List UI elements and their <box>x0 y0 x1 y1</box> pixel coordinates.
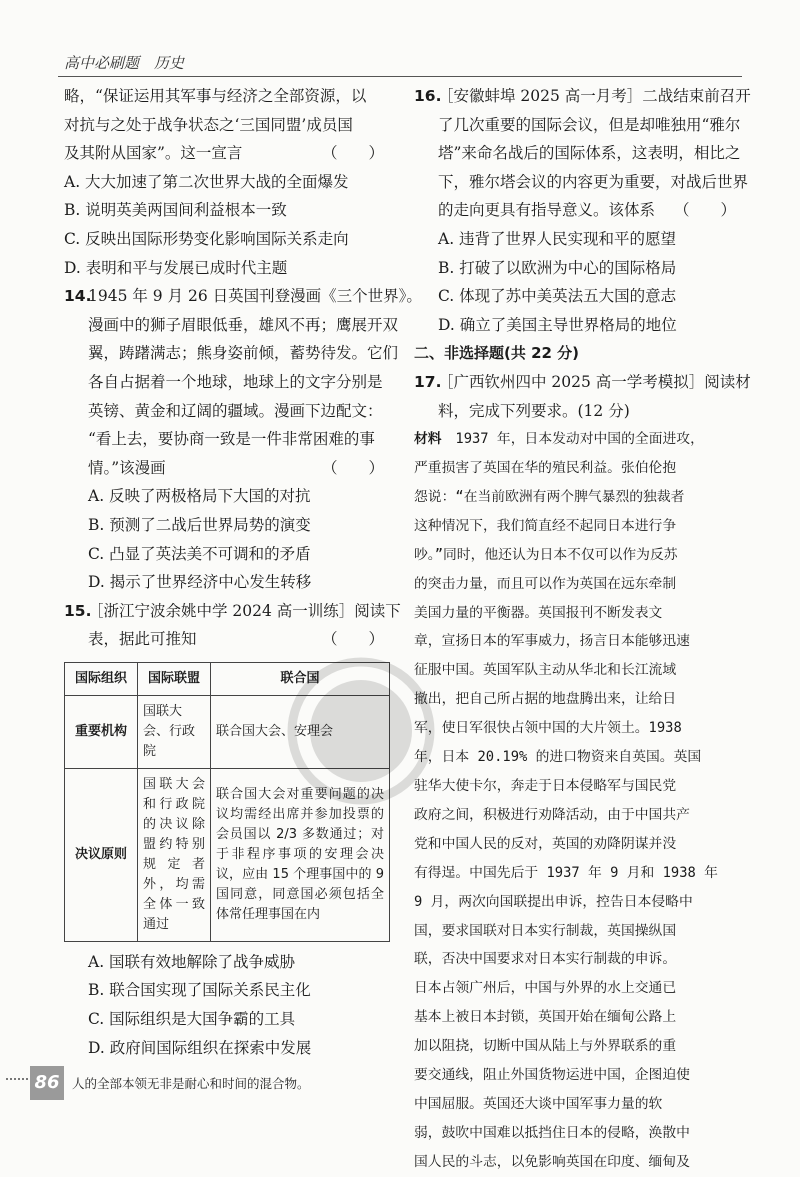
q15-line <box>88 625 392 654</box>
material-line: 这种情况下，我们简直经不起同日本进行争 <box>414 517 677 534</box>
q16-line: 了几次重要的国际会议，但是却唯独用“雅尔 <box>438 115 741 134</box>
header-rule <box>58 76 742 77</box>
q13-line: 略，“保证运用其军事与经济之全部资源，以 <box>64 87 367 105</box>
q14-option-a: A. 反映了两极格局下大国的对抗 <box>88 487 311 506</box>
answer-parentheses: （ ） <box>321 630 384 649</box>
q14-line: 翼，踌躇满志；熊身姿前倾，蓄势待发。它们 <box>88 344 399 363</box>
q14-text: 1945 年 9 月 26 日英国刊登漫画《三个世界》。 <box>88 287 422 306</box>
q17-line <box>414 368 751 397</box>
q16-line: 塔”来命名战后的国际体系，这表明，相比之 <box>438 144 741 163</box>
material-line: 美国力量的平衡器。英国报刊不断发表文 <box>414 604 663 621</box>
material-line: 加以阻挠，切断中国从陆上与外界联系的重 <box>414 1038 677 1055</box>
q15-number: 15. <box>64 601 92 620</box>
q17-number: 17. <box>414 372 442 391</box>
material-line: 弱，鼓吹中国难以抵挡住日本的侵略，涣散中 <box>414 1124 690 1141</box>
material-line: 国人民的斗志，以免影响英国在印度、缅甸及 <box>414 1153 690 1170</box>
table-cell: 国联大会和行政院的决议除盟约特别规定者外，均需全体一致通过 <box>138 768 211 941</box>
material-label: 材料 <box>414 431 442 448</box>
table-cell: 重要机构 <box>65 695 138 768</box>
material-line: 基本上被日本封锁，英国开始在缅甸公路上 <box>414 1009 677 1026</box>
q15-option-b: B. 联合国实现了国际关系民主化 <box>88 981 311 1000</box>
material-line: 年，日本 20.19% 的进口物资来自英国。英国 <box>414 749 702 766</box>
q13-option-a: A. 大大加速了第二次世界大战的全面爆发 <box>64 172 349 191</box>
q13-line: 对抗与之处于战争状态之‘三国同盟’成员国 <box>64 115 353 134</box>
material-line: 吵。”同时，他还认为日本不仅可以作为反苏 <box>414 546 678 563</box>
q15-text: ［浙江宁波余姚中学 2024 高一训练］阅读下 <box>88 601 401 620</box>
q13-line <box>64 139 392 168</box>
material-line: 9 月，两次向国联提出申诉，控告日本侵略中 <box>414 893 693 910</box>
q16-line <box>414 82 751 111</box>
q15-option-c: C. 国际组织是大国争霸的工具 <box>88 1010 296 1029</box>
table-cell: 决议原则 <box>65 768 138 941</box>
answer-parentheses: （ ） <box>321 458 384 477</box>
section-heading: 二、非选择题(共 22 分) <box>414 344 580 363</box>
q14-option-d: D. 揭示了世界经济中心发生转移 <box>88 573 312 592</box>
q15-option-a: A. 国联有效地解除了战争威胁 <box>88 952 296 971</box>
material-line: 政府之间，积极进行劝降活动，由于中国共产 <box>414 806 690 823</box>
material-line: 撤出，把自己所占据的地盘腾出来，让给日 <box>414 691 677 708</box>
material-line: 征服中国。英国军队主动从华北和长江流域 <box>414 662 677 679</box>
footer-motto: 人的全部本领无非是耐心和时间的混合物。 <box>72 1076 310 1091</box>
table-cell: 联合国大会、安理会 <box>211 695 390 768</box>
answer-parentheses: （ ） <box>321 144 384 163</box>
q14-line: 漫画中的狮子眉眼低垂，雄风不再；鹰展开双 <box>88 315 399 334</box>
material-line: 章，宣扬日本的军事威力，扬言日本能够迅速 <box>414 633 690 650</box>
material-line: 联，否决中国要求对日本实行制裁的申诉。 <box>414 951 677 968</box>
material-line: 驻华大使卡尔，奔走于日本侵略军与国民党 <box>414 778 677 794</box>
material-line: 的突击力量，而且可以作为英国在远东牵制 <box>414 575 677 592</box>
q16-option-d: D. 确立了美国主导世界格局的地位 <box>438 315 677 334</box>
q16-number: 16. <box>414 87 442 105</box>
q17-line: 料，完成下列要求。(12 分) <box>438 401 630 420</box>
table-header: 联合国 <box>211 662 390 695</box>
material-line: 军，使日军很快占领中国的大片领土。1938 <box>414 720 682 737</box>
table-cell: 联合国大会对重要问题的决议均需经出席并参加投票的会员国以 2/3 多数通过；对于非程序事项的安理会决议，应由 15 个理事国中的 9 国同意，同意国必须包括全体常任理事国在内 <box>211 768 390 941</box>
q14-line <box>88 454 392 483</box>
q15-option-d: D. 政府间国际组织在探索中发展 <box>88 1038 312 1057</box>
page-number: 86 <box>30 1066 64 1100</box>
table-header: 国际联盟 <box>138 662 211 695</box>
q14-line: “看上去，要协商一致是一件非常困难的事 <box>88 430 375 449</box>
material-line: 中国屈服。英国还大谈中国军事力量的软 <box>414 1095 663 1112</box>
material-line: 有得逞。中国先后于 1937 年 9 月和 1938 年 <box>414 864 718 881</box>
table-cell: 国联大会、行政院 <box>138 695 211 768</box>
material-line <box>414 425 744 454</box>
q13-text: 及其附从国家”。这一宣言 <box>64 144 243 163</box>
material-block <box>414 425 744 1177</box>
q16-text: ［安徽蚌埠 2025 高一月考］二战结束前召开 <box>438 87 751 105</box>
q14-line <box>64 282 422 311</box>
material-line: 怨说：“在当前欧洲有两个脾气暴烈的独裁者 <box>414 488 685 505</box>
q13-option-b: B. 说明英美两国间利益根本一致 <box>64 201 287 220</box>
answer-parentheses: （ ） <box>673 201 736 220</box>
q15-text: 表，据此可推知 <box>88 630 197 649</box>
material-line: 日本占领广州后，中国与外界的水上交通已 <box>414 980 677 997</box>
material-line: 国，要求国联对日本实行制裁，英国操纵国 <box>414 922 677 939</box>
running-header: 高中必刷题 历史 <box>64 54 185 72</box>
q16-line <box>438 196 744 225</box>
q14-number: 14. <box>64 287 92 306</box>
table-header: 国际组织 <box>65 662 138 695</box>
q16-text: 的走向更具有指导意义。该体系 <box>438 201 656 220</box>
material-line: 严重损害了英国在华的殖民利益。张伯伦抱 <box>414 460 677 477</box>
right-column <box>414 82 751 1177</box>
q16-option-b: B. 打破了以欧洲为中心的国际格局 <box>438 258 677 277</box>
q17-text: ［广西钦州四中 2025 高一学考模拟］阅读材 <box>438 372 751 391</box>
material-line: 要交通线，阻止外国货物运进中国，企图迫使 <box>414 1067 690 1084</box>
q14-line: 各自占据着一个地球，地球上的文字分别是 <box>88 372 383 391</box>
q15-line <box>64 597 401 626</box>
q14-option-c: C. 凸显了英法美不可调和的矛盾 <box>88 544 311 563</box>
q16-option-a: A. 违背了世界人民实现和平的愿望 <box>438 229 677 248</box>
q16-option-c: C. 体现了苏中美英法五大国的意志 <box>438 287 677 306</box>
left-column <box>64 82 422 1062</box>
q13-option-c: C. 反映出国际形势变化影响国际关系走向 <box>64 229 349 248</box>
material-line: 党和中国人民的反对，英国的劝降阴谋并没 <box>414 835 677 852</box>
material-text: 1937 年，日本发动对中国的全面进攻， <box>441 431 704 448</box>
q16-line: 下，雅尔塔会议的内容更为重要，对战后世界 <box>438 172 749 191</box>
q13-option-d: D. 表明和平与发展已成时代主题 <box>64 258 288 277</box>
q14-text: 情。”该漫画 <box>88 458 166 477</box>
q14-line: 英镑、黄金和辽阔的疆域。漫画下边配文： <box>88 401 383 420</box>
footer-dots <box>6 1078 28 1080</box>
q14-option-b: B. 预测了二战后世界局势的演变 <box>88 515 311 534</box>
